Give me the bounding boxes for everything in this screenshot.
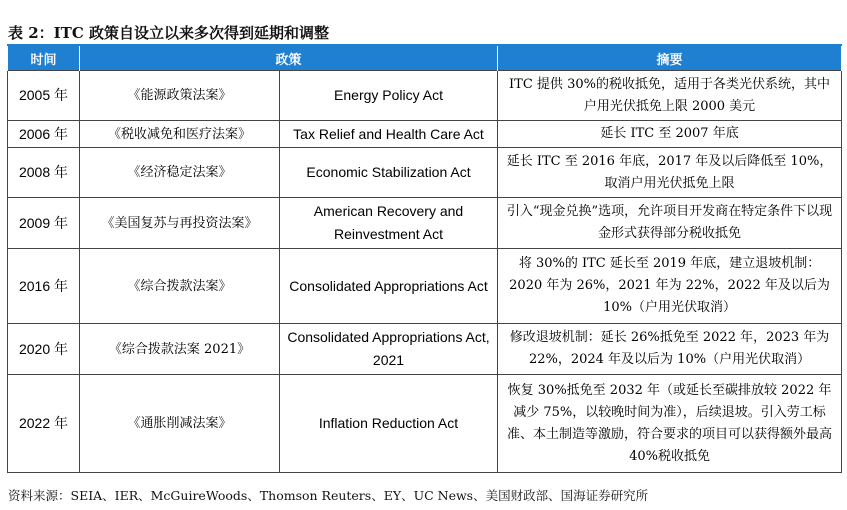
policy-en-cell: Consolidated Appropriations Act [280,249,498,324]
policy-en-cell: Inflation Reduction Act [280,375,498,473]
summary-cell: ITC 提供 30%的税收抵免，适用于各类光伏系统，其中户用光伏抵免上限 2000 美元 [498,71,842,121]
policy-cn-cell: 《税收减免和医疗法案》 [80,121,280,148]
policy-en-cell: Consolidated Appropriations Act, 2021 [280,324,498,375]
policy-cn-cell: 《综合拨款法案 2021》 [80,324,280,375]
policy-en-cell: Economic Stabilization Act [280,148,498,198]
summary-cell: 修改退坡机制：延长 26%抵免至 2022 年，2023 年为 22%，2024 年及以后为 10%（户用光伏取消） [498,324,842,375]
year-cell: 2009 年 [8,198,80,249]
header-summary: 摘要 [498,45,842,71]
policy-en-cell: Energy Policy Act [280,71,498,121]
summary-cell: 引入“现金兑换”选项，允许项目开发商在特定条件下以现金形式获得部分税收抵免 [498,198,842,249]
summary-cell: 恢复 30%抵免至 2032 年（或延长至碳排放较 2022 年减少 75%，以较晚时间为准），后续退坡。引入劳工标准、本土制造等激励，符合要求的项目可以获得额外最高 40%税收抵免 [498,375,842,473]
table-row [8,249,842,324]
policy-cn-cell: 《能源政策法案》 [80,71,280,121]
table-row [8,121,842,148]
source-note: 资料来源：SEIA、IER、McGuireWoods、Thomson Reuters、EY、UC News、美国财政部、国海证券研究所 [8,488,649,503]
policy-en-cell: Tax Relief and Health Care Act [280,121,498,148]
summary-cell: 延长 ITC 至 2007 年底 [498,121,842,148]
header-policy: 政策 [80,45,498,71]
year-cell: 2020 年 [8,324,80,375]
policy-cn-cell: 《综合拨款法案》 [80,249,280,324]
table-row [8,148,842,198]
summary-cell: 将 30%的 ITC 延长至 2019 年底，建立退坡机制：2020 年为 26%，2021 年为 22%，2022 年及以后为 10%（户用光伏取消） [498,249,842,324]
header-time: 时间 [8,45,80,71]
policy-cn-cell: 《通胀削减法案》 [80,375,280,473]
itc-policy-table [7,44,842,473]
table-header-row [8,45,842,71]
year-cell: 2008 年 [8,148,80,198]
summary-cell: 延长 ITC 至 2016 年底，2017 年及以后降低至 10%，取消户用光伏抵免上限 [498,148,842,198]
year-cell: 2016 年 [8,249,80,324]
table-row [8,71,842,121]
year-cell: 2005 年 [8,71,80,121]
table-row [8,198,842,249]
policy-en-cell: American Recovery and Reinvestment Act [280,198,498,249]
year-cell: 2022 年 [8,375,80,473]
table-row [8,375,842,473]
policy-cn-cell: 《经济稳定法案》 [80,148,280,198]
table-caption: 表 2：ITC 政策自设立以来多次得到延期和调整 [8,24,330,42]
year-cell: 2006 年 [8,121,80,148]
table-row [8,324,842,375]
policy-cn-cell: 《美国复苏与再投资法案》 [80,198,280,249]
